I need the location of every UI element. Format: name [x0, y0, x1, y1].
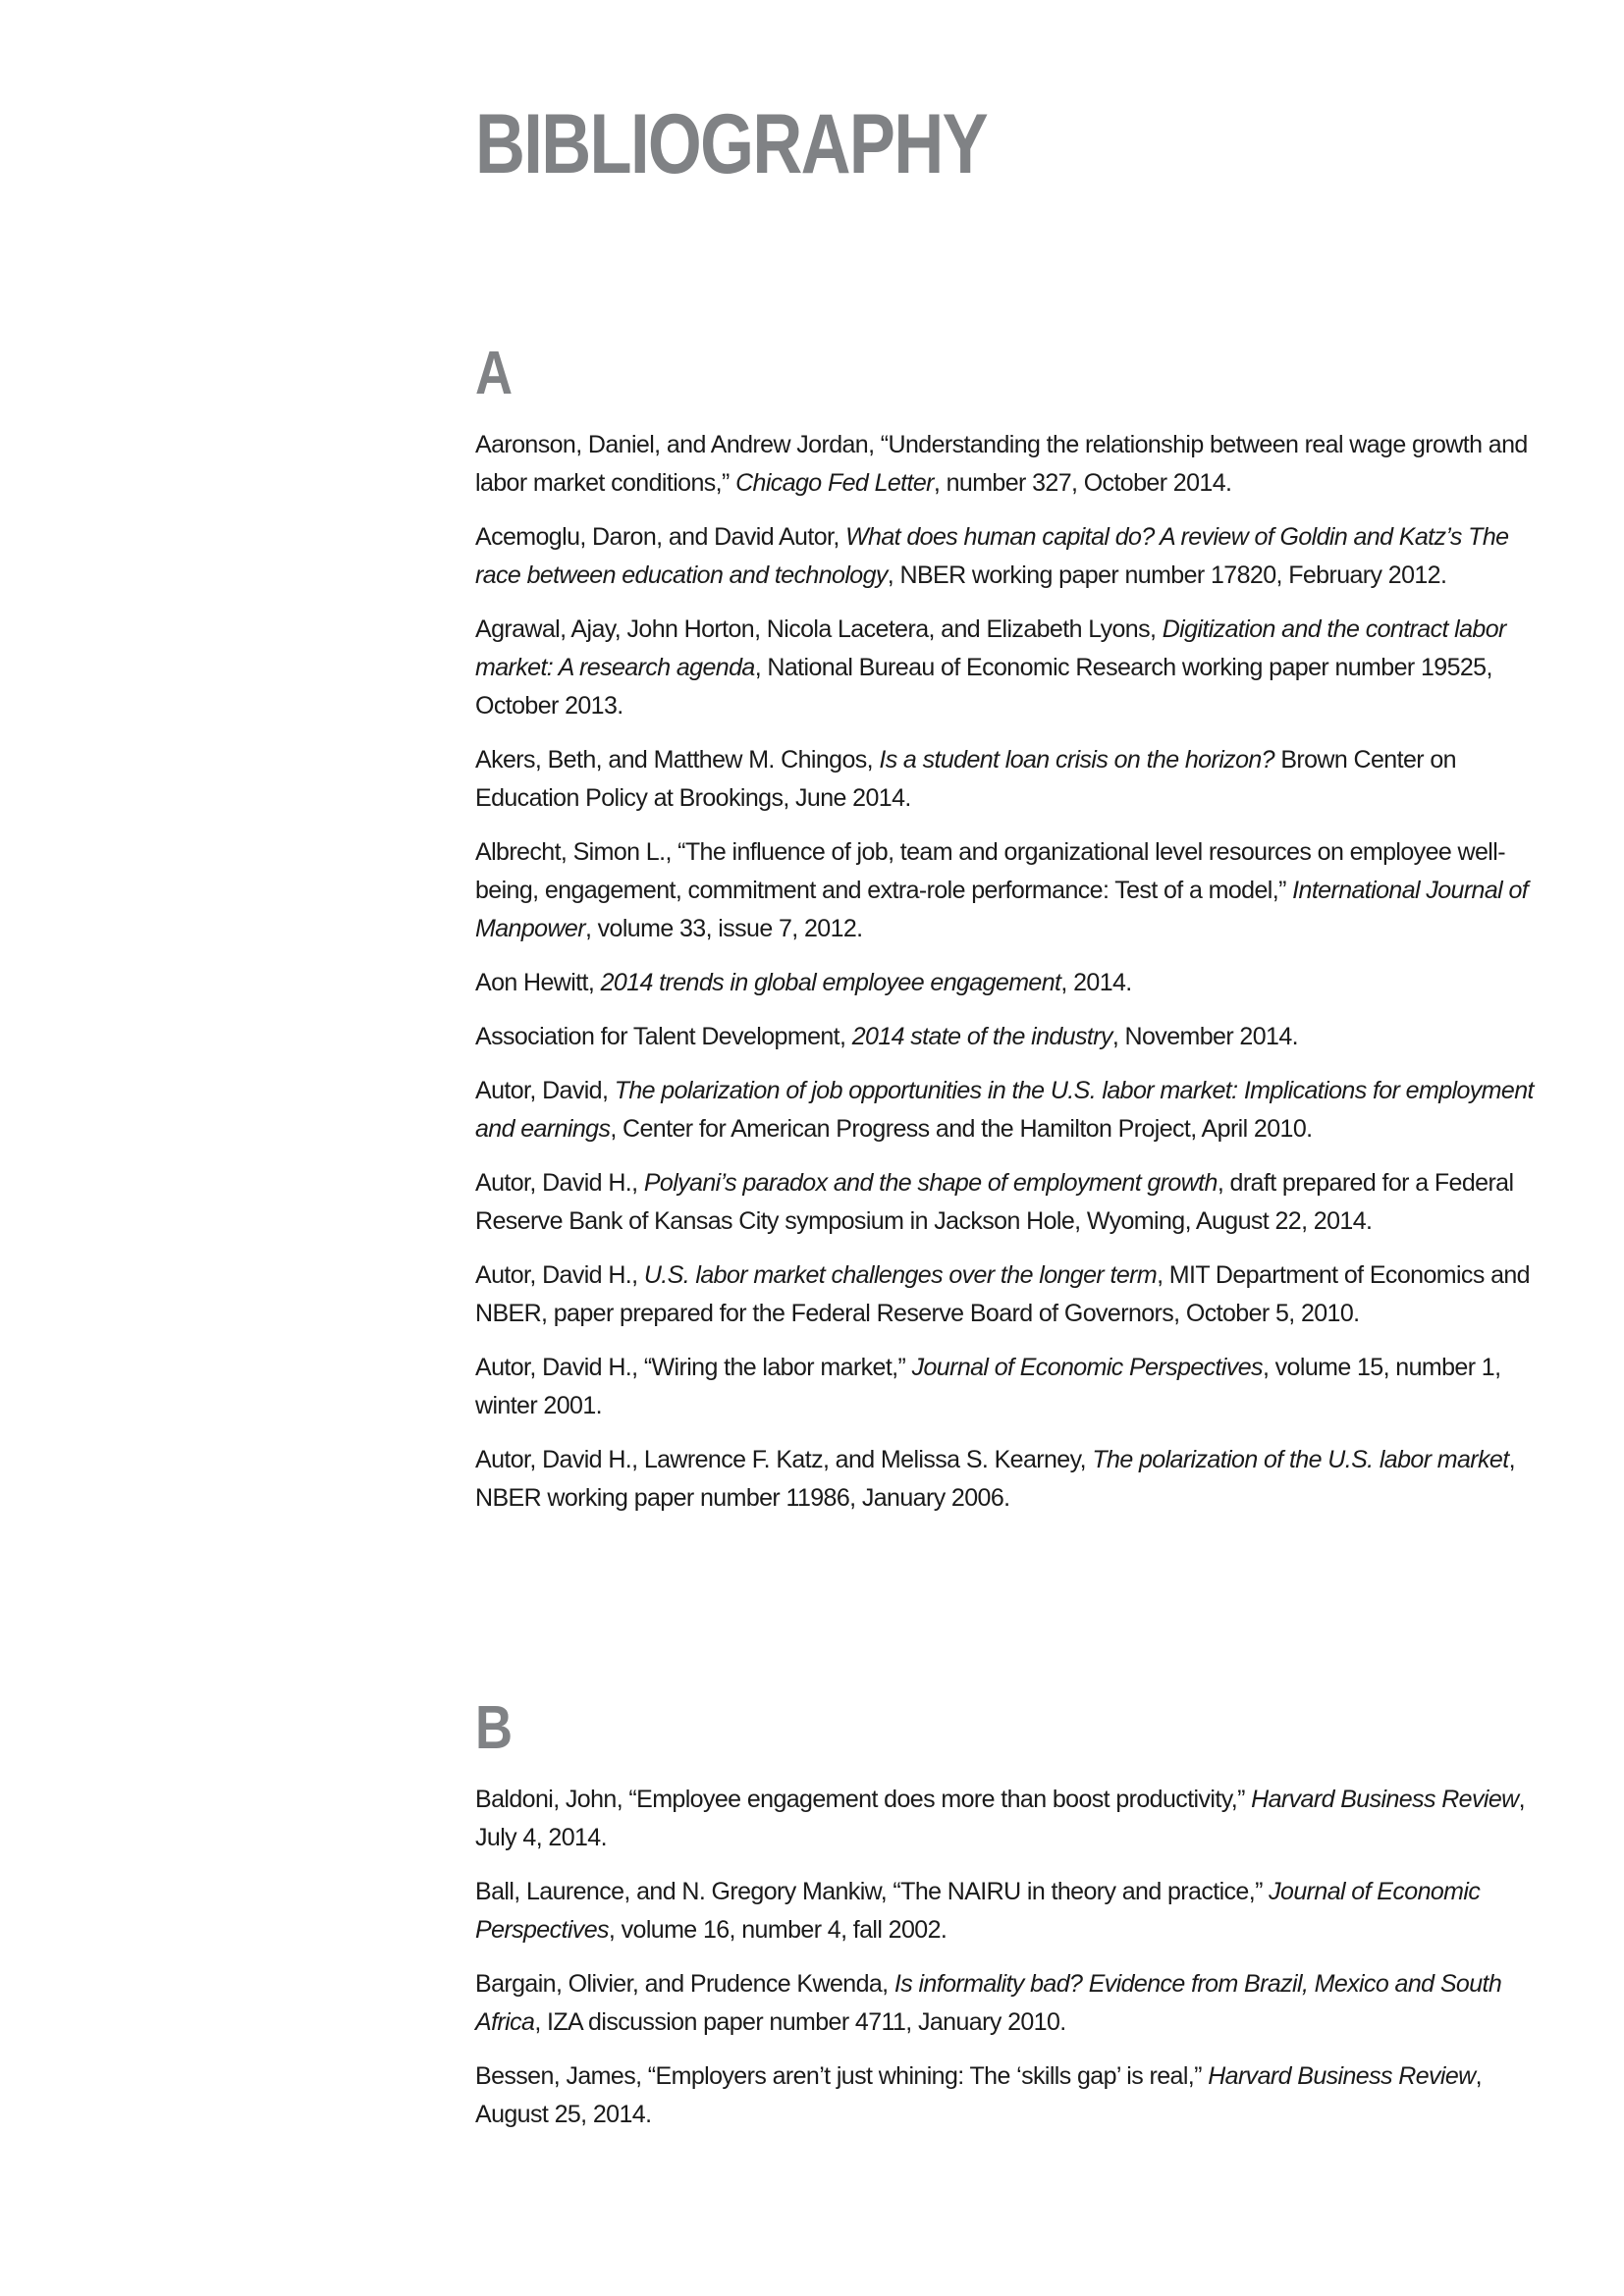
section-letter: A [475, 340, 514, 407]
bibliography-entry [475, 1781, 1536, 1857]
entry-text: , NBER working paper number 11986, January 2006. [475, 1446, 1515, 1512]
entry-title-italic: Journal of Economic Perspectives [911, 1354, 1263, 1381]
entry-text: Autor, David, [475, 1077, 615, 1104]
entry-title-italic: The polarization of job opportunities in the U.S. labor market: Implications for employment and earnings [475, 1077, 1534, 1143]
entry-text: Bessen, James, “Employers aren’t just whining: The ‘skills gap’ is real,” [475, 2062, 1209, 2090]
entry-text: Autor, David H., [475, 1261, 644, 1289]
entry-title-italic: International Journal of Manpower [475, 877, 1529, 942]
entry-text: Aaronson, Daniel, and Andrew Jordan, “Understanding the relationship between real wage growth and labor market conditions,” [475, 431, 1528, 497]
entry-text: , volume 15, number 1, winter 2001. [475, 1354, 1501, 1419]
section-b [475, 1694, 1536, 2150]
entry-text: Agrawal, Ajay, John Horton, Nicola Lacetera, and Elizabeth Lyons, [475, 615, 1163, 643]
entry-text: Aon Hewitt, [475, 969, 601, 996]
entry-text: , volume 16, number 4, fall 2002. [608, 1916, 947, 1944]
entry-title-italic: Is a student loan crisis on the horizon? [879, 746, 1274, 774]
entry-text: Akers, Beth, and Matthew M. Chingos, [475, 746, 880, 774]
entry-text: Autor, David H., “Wiring the labor market,” [475, 1354, 912, 1381]
entry-text: , July 4, 2014. [475, 1786, 1525, 1851]
entry-text: Albrecht, Simon L., “The influence of job, team and organizational level resources on employee well-being, engagement, commitment and extra-role performance: Test of a model,” [475, 838, 1505, 904]
entry-text: , 2014. [1060, 969, 1132, 996]
entry-title-italic: Digitization and the contract labor market: A research agenda [475, 615, 1506, 681]
entry-title-italic: Harvard Business Review [1251, 1786, 1519, 1813]
bibliography-entry [475, 518, 1536, 595]
entry-title-italic: Polyani’s paradox and the shape of employment growth [643, 1169, 1218, 1197]
entry-title-italic: Harvard Business Review [1208, 2062, 1476, 2090]
entry-text: Autor, David H., [475, 1169, 644, 1197]
entry-text: Bargain, Olivier, and Prudence Kwenda, [475, 1970, 894, 1998]
entry-text: Brown Center on Education Policy at Brookings, June 2014. [475, 746, 1456, 812]
entry-text: , Center for American Progress and the Hamilton Project, April 2010. [610, 1115, 1313, 1143]
bibliography-entry [475, 1072, 1536, 1148]
entry-text: , IZA discussion paper number 4711, January 2010. [534, 2008, 1066, 2036]
bibliography-entry [475, 611, 1536, 725]
bibliography-entry [475, 741, 1536, 818]
entry-text: , August 25, 2014. [475, 2062, 1482, 2128]
entry-text: Acemoglu, Daron, and David Autor, [475, 523, 846, 551]
section-a [475, 340, 1536, 1533]
entry-text: , November 2014. [1111, 1023, 1298, 1050]
entry-title-italic: Chicago Fed Letter [735, 469, 934, 497]
bibliography-entry [475, 1965, 1536, 2042]
bibliography-entry [475, 1441, 1536, 1518]
bibliography-entry [475, 964, 1536, 1002]
entry-title-italic: 2014 trends in global employee engagement [600, 969, 1061, 996]
entry-text: , volume 33, issue 7, 2012. [584, 915, 863, 942]
bibliography-entry [475, 426, 1536, 503]
entry-title-italic: What does human capital do? A review of Goldin and Katz’s The race between education and technology [475, 523, 1509, 589]
bibliography-entry [475, 1164, 1536, 1241]
bibliography-entry [475, 1349, 1536, 1425]
bibliography-entry [475, 1256, 1536, 1333]
entry-text: Autor, David H., Lawrence F. Katz, and Melissa S. Kearney, [475, 1446, 1093, 1473]
bibliography-entry [475, 1018, 1536, 1056]
entry-title-italic: Is informality bad? Evidence from Brazil, Mexico and South Africa [475, 1970, 1502, 2036]
bibliography-entry [475, 833, 1536, 948]
entry-title-italic: The polarization of the U.S. labor market [1092, 1446, 1509, 1473]
entry-title-italic: Journal of Economic Perspectives [475, 1878, 1481, 1944]
entry-text: , draft prepared for a Federal Reserve Bank of Kansas City symposium in Jackson Hole, Wyoming, August 22, 2014. [475, 1169, 1514, 1235]
entry-text: , National Bureau of Economic Research working paper number 19525, October 2013. [475, 654, 1492, 720]
entry-title-italic: U.S. labor market challenges over the longer term [643, 1261, 1158, 1289]
bibliography-entry [475, 1873, 1536, 1949]
entry-text: , number 327, October 2014. [933, 469, 1232, 497]
entry-text: Association for Talent Development, [475, 1023, 852, 1050]
entry-title-italic: 2014 state of the industry [851, 1023, 1112, 1050]
entry-text: , MIT Department of Economics and NBER, paper prepared for the Federal Reserve Board of Governors, October 5, 2010. [475, 1261, 1530, 1327]
entry-text: Baldoni, John, “Employee engagement does more than boost productivity,” [475, 1786, 1252, 1813]
bibliography-entry [475, 2057, 1536, 2134]
entry-text: , NBER working paper number 17820, February 2012. [887, 561, 1447, 589]
page-title: BIBLIOGRAPHY [475, 97, 988, 191]
section-letter: B [475, 1694, 514, 1762]
entry-text: Ball, Laurence, and N. Gregory Mankiw, “The NAIRU in theory and practice,” [475, 1878, 1270, 1905]
